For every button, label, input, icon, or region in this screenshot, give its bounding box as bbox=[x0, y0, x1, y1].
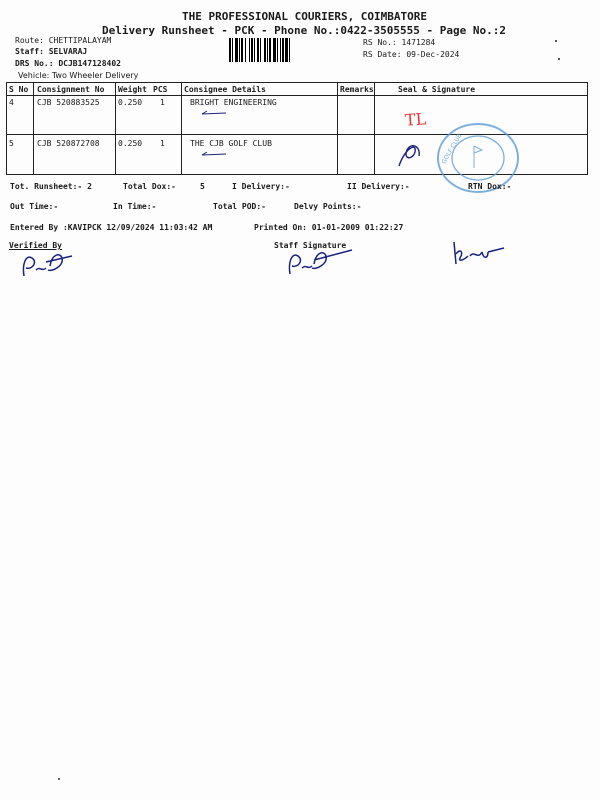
row1-sno: 4 bbox=[9, 98, 14, 107]
col-header-sno: S No bbox=[9, 85, 29, 94]
row2-weight: 0.250 bbox=[118, 139, 143, 148]
table-col-line bbox=[374, 82, 375, 174]
verified-signature bbox=[16, 248, 76, 282]
scan-speck bbox=[58, 778, 60, 780]
total-dox-value: 5 bbox=[200, 182, 205, 191]
row1-weight: 0.250 bbox=[118, 98, 143, 107]
tot-runsheet: Tot. Runsheet:- 2 bbox=[10, 182, 92, 191]
ii-delivery: II Delivery:- bbox=[347, 182, 410, 191]
row1-pcs: 1 bbox=[160, 98, 165, 107]
staff-signature-label: Staff Signature bbox=[274, 241, 347, 250]
out-time: Out Time:- bbox=[10, 202, 59, 211]
col-header-seal: Seal & Signature bbox=[398, 85, 476, 94]
total-dox-label: Total Dox:- bbox=[123, 182, 176, 191]
vehicle-label: Vehicle: Two Wheeler Delivery bbox=[18, 71, 139, 80]
row2-consignee: THE CJB GOLF CLUB bbox=[190, 139, 272, 148]
in-time: In Time:- bbox=[113, 202, 157, 211]
col-header-weight: Weight bbox=[118, 85, 147, 94]
company-title: THE PROFESSIONAL COURIERS, COIMBATORE bbox=[182, 10, 428, 23]
table-top-border bbox=[6, 82, 588, 83]
tick-mark bbox=[200, 149, 230, 159]
barcode bbox=[229, 38, 355, 62]
entered-by: Entered By :KAVIPCK 12/09/2024 11:03:42 AM bbox=[10, 223, 213, 232]
signature-scribble-icon bbox=[395, 138, 425, 170]
verified-by-label: Verified By bbox=[9, 241, 62, 250]
barcode-bar bbox=[290, 38, 292, 62]
tick-mark bbox=[200, 108, 230, 118]
staff-signature bbox=[284, 244, 356, 280]
i-delivery: I Delivery:- bbox=[232, 182, 290, 191]
scan-speck bbox=[555, 40, 557, 42]
rtn-dox: RTN Dox:- bbox=[468, 182, 512, 191]
route-label: Route: CHETTIPALAYAM bbox=[15, 36, 112, 45]
runsheet-subtitle: Delivery Runsheet - PCK - Phone No.:0422-3505555 - Page No.:2 bbox=[102, 24, 506, 37]
table-header-border bbox=[6, 95, 588, 96]
total-pod: Total POD:- bbox=[213, 202, 266, 211]
table-col-line bbox=[33, 82, 34, 174]
rs-number: RS No.: 1471284 bbox=[363, 38, 436, 47]
table-col-line bbox=[181, 82, 182, 174]
row1-consignment: CJB 520883525 bbox=[37, 98, 100, 107]
col-header-remarks: Remarks bbox=[340, 85, 374, 94]
table-col-line bbox=[115, 82, 116, 174]
scan-speck bbox=[558, 58, 560, 60]
col-header-consignment: Consignment No bbox=[37, 85, 105, 94]
table-col-line bbox=[6, 82, 7, 174]
handwritten-remark: TL bbox=[404, 109, 427, 130]
staff-label: Staff: SELVARAJ bbox=[15, 47, 88, 56]
row2-consignment: CJB 520872708 bbox=[37, 139, 100, 148]
printed-on: Printed On: 01-01-2009 01:22:27 bbox=[254, 223, 404, 232]
col-header-pcs: PCS bbox=[153, 85, 168, 94]
row2-pcs: 1 bbox=[160, 139, 165, 148]
drs-label: DRS No.: DCJB147128402 bbox=[15, 59, 121, 68]
third-signature bbox=[448, 238, 508, 268]
rs-date: RS Date: 09-Dec-2024 bbox=[363, 50, 460, 59]
row2-sno: 5 bbox=[9, 139, 14, 148]
table-col-line bbox=[587, 82, 588, 174]
row1-consignee: BRIGHT ENGINEERING bbox=[190, 98, 277, 107]
stamp-text: GOLF CLUB bbox=[440, 132, 464, 166]
col-header-consignee: Consignee Details bbox=[184, 85, 266, 94]
delvy-points: Delvy Points:- bbox=[294, 202, 362, 211]
table-col-line bbox=[337, 82, 338, 174]
